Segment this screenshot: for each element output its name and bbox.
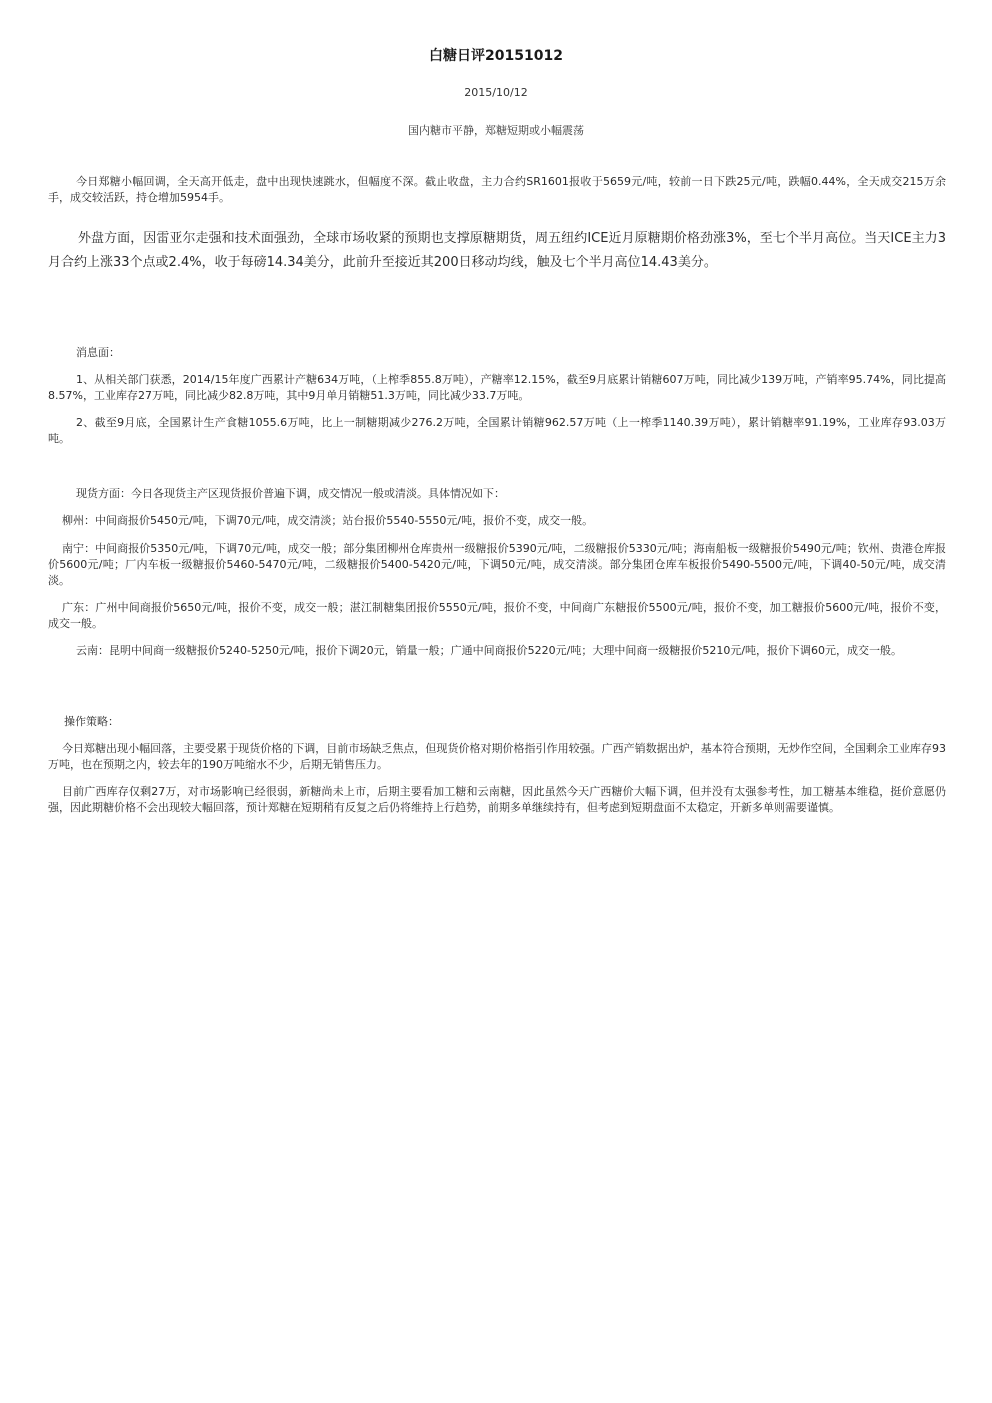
strategy-paragraph-2: 目前广西库存仅剩27万，对市场影响已经很弱，新糖尚未上市，后期主要看加工糖和云南糖，因此虽然今天广西糖价大幅下调，但并没有太强参考性，加工糖基本维稳，挺价意愿仍强，因此期糖价格不会出现较大幅回落，预计郑糖在短期稍有反复之后仍将维持上行趋势，前期多单继续持有，但考虑到短期盘面不太稳定，开新多单则需要谨慎。: [48, 785, 946, 814]
strategy-heading: 操作策略：: [64, 715, 119, 728]
news-item-national: 2、截至9月底，全国累计生产食糖1055.6万吨，比上一制糖期减少276.2万吨，全国累计销糖962.57万吨（上一榨季1140.39万吨），累计销糖率91.19%，工业库存93.03万吨。: [48, 416, 946, 445]
news-heading: 消息面：: [76, 346, 120, 359]
spot-nanning: 南宁：中间商报价5350元/吨，下调70元/吨，成交一般；部分集团柳州仓库贵州一级糖报价5390元/吨，二级糖报价5330元/吨；海南船板一级糖报价5490元/吨；钦州、贵港仓库报价5600元/吨；厂内车板一级糖报价5460-5470元/吨，二级糖报价5400-5420元/吨，下调50元/吨，成交清淡。部分集团仓库车板报价5490-5500元/吨，下调40-50元/吨，成交清淡。: [48, 542, 946, 587]
spot-liuzhou: 柳州：中间商报价5450元/吨，下调70元/吨，成交清淡；站台报价5540-5550元/吨，报价不变，成交一般。: [62, 514, 594, 527]
strategy-paragraph-1: 今日郑糖出现小幅回落，主要受累于现货价格的下调，目前市场缺乏焦点，但现货价格对期价格指引作用较强。广西产销数据出炉，基本符合预期，无炒作空间，全国剩余工业库存93万吨，也在预期之内，较去年的190万吨缩水不少，后期无销售压力。: [48, 742, 946, 771]
intro-paragraph-market: 今日郑糖小幅回调，全天高开低走，盘中出现快速跳水，但幅度不深。截止收盘，主力合约SR1601报收于5659元/吨，较前一日下跌25元/吨，跌幅0.44%，全天成交215万余手，成交较活跃，持仓增加5954手。: [48, 175, 946, 204]
document-date: 2015/10/12: [464, 86, 528, 99]
document-subtitle: 国内糖市平静，郑糖短期或小幅震荡: [408, 124, 584, 137]
intro-paragraph-external: 外盘方面，因雷亚尔走强和技术面强劲，全球市场收紧的预期也支撑原糖期货，周五纽约ICE近月原糖期价格劲涨3%，至七个半月高位。当天ICE主力3月合约上涨33个点或2.4%，收于每磅14.34美分，此前升至接近其200日移动均线，触及七个半月高位14.43美分。: [48, 231, 946, 270]
spot-yunnan: 云南：昆明中间商一级糖报价5240-5250元/吨，报价下调20元，销量一般；广通中间商报价5220元/吨；大理中间商一级糖报价5210元/吨，报价下调60元，成交一般。: [76, 644, 903, 657]
document-title: 白糖日评20151012: [429, 48, 563, 64]
spot-heading: 现货方面：今日各现货主产区现货报价普遍下调，成交情况一般或清淡。具体情况如下：: [76, 487, 505, 500]
spot-guangdong: 广东：广州中间商报价5650元/吨，报价不变，成交一般；湛江制糖集团报价5550元/吨，报价不变，中间商广东糖报价5500元/吨，报价不变，加工糖报价5600元/吨，报价不变，成交一般。: [48, 601, 946, 630]
news-item-guangxi: 1、从相关部门获悉，2014/15年度广西累计产糖634万吨，（上榨季855.8万吨），产糖率12.15%，截至9月底累计销糖607万吨，同比减少139万吨，产销率95.74%，同比提高8.57%，工业库存27万吨，同比减少82.8万吨，其中9月单月销糖51.3万吨，同比减少33.7万吨。: [48, 373, 946, 402]
